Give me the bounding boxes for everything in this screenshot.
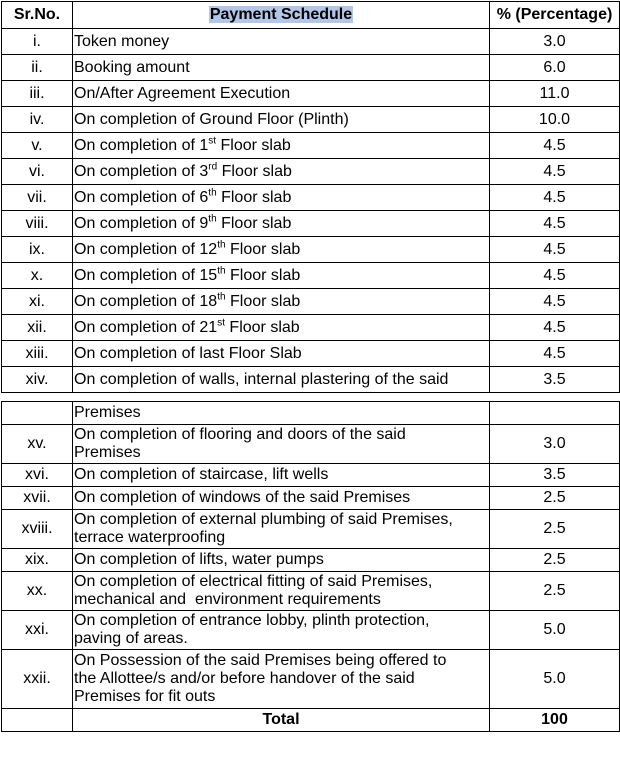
total-label: Total [73,709,490,732]
ordinal-suffix: th [217,265,226,277]
percentage-cell: 2.5 [490,572,620,611]
description-cell: On completion of last Floor Slab [73,341,490,367]
description-cell: Booking amount [73,55,490,81]
percentage-cell: 6.0 [490,55,620,81]
description-text: On completion of 15 [74,266,218,284]
payment-schedule-table-part1 [1,1,620,393]
sr-cell: xviii. [2,510,73,549]
description-text: Floor slab [216,188,292,206]
table-row [2,572,620,611]
description-cell [73,650,490,709]
table-row [2,549,620,572]
description-text: On completion of 12 [74,240,218,258]
percentage-cell: 2.5 [490,510,620,549]
sr-cell: ii. [2,55,73,81]
description-line: Premises [74,444,141,461]
table-row [2,341,620,367]
description-cell [73,315,490,341]
header-payment-schedule [73,2,490,29]
sr-cell: xiv. [2,367,73,393]
table-row [2,159,620,185]
description-cell [73,425,490,464]
sr-cell: xxii. [2,650,73,709]
description-line: Premises for fit outs [74,688,216,705]
header-sr-no: Sr.No. [2,2,73,29]
table-row [2,315,620,341]
description-line: mechanical and environment requirements [74,591,381,608]
description-text: On completion of 9 [74,214,209,232]
percentage-cell: 10.0 [490,107,620,133]
ordinal-suffix: th [208,213,217,225]
header-percentage: % (Percentage) [490,2,620,29]
description-line: On completion of electrical fitting of said Premises, [74,573,433,590]
ordinal-suffix: st [217,317,225,329]
sr-cell: xv. [2,425,73,464]
table-row [2,107,620,133]
sr-cell: xiii. [2,341,73,367]
sr-cell: viii. [2,211,73,237]
description-cell: On completion of Ground Floor (Plinth) [73,107,490,133]
percentage-cell: 4.5 [490,211,620,237]
description-text: Floor slab [225,266,301,284]
description-text: Floor slab [217,162,292,180]
percentage-cell: 5.0 [490,650,620,709]
description-line: terrace waterproofing [74,529,226,546]
description-text: Floor slab [224,318,300,336]
sr-cell: vi. [2,159,73,185]
description-cell [73,159,490,185]
percentage-cell: 4.5 [490,289,620,315]
ordinal-suffix: th [208,187,217,199]
sr-cell: xii. [2,315,73,341]
sr-cell: xvii. [2,487,73,510]
table-row [2,263,620,289]
percentage-cell: 3.5 [490,464,620,487]
description-text: On completion of 3 [74,162,209,180]
description-text: On completion of 21 [74,318,218,336]
header-row [2,2,620,29]
table-row [2,367,620,393]
table-row [2,211,620,237]
percentage-cell: 4.5 [490,341,620,367]
percentage-cell: 4.5 [490,133,620,159]
table-row [2,650,620,709]
payment-schedule-table-part2 [1,401,620,732]
sr-cell: ix. [2,237,73,263]
description-line: On Possession of the said Premises being offered to [74,652,447,669]
description-cell [73,572,490,611]
description-cell [73,464,490,487]
sr-cell: x. [2,263,73,289]
description-line: On completion of staircase, lift wells [74,466,329,483]
description-line: On completion of entrance lobby, plinth protection, [74,612,430,629]
table-row [2,237,620,263]
table-row [2,464,620,487]
percentage-cell: 3.0 [490,29,620,55]
percentage-cell [490,402,620,425]
table-row [2,81,620,107]
description-cell [73,263,490,289]
total-row [2,709,620,732]
ordinal-suffix: rd [208,161,218,173]
total-value: 100 [490,709,620,732]
sr-cell: xix. [2,549,73,572]
ordinal-suffix: st [208,135,217,147]
description-line: On completion of windows of the said Premises [74,489,411,506]
sr-cell: xvi. [2,464,73,487]
description-cell [73,185,490,211]
description-text: Floor slab [225,240,301,258]
percentage-cell: 2.5 [490,487,620,510]
description-text: Floor slab [225,292,301,310]
sr-cell: vii. [2,185,73,211]
percentage-cell: 3.5 [490,367,620,393]
description-cell [73,133,490,159]
description-line: paving of areas. [74,630,188,647]
table-row [2,55,620,81]
description-text: On completion of 6 [74,188,209,206]
description-line: On completion of external plumbing of said Premises, [74,511,453,528]
header-payment-schedule-text: Payment Schedule [209,6,353,23]
description-cell [73,211,490,237]
table-row [2,185,620,211]
sr-cell: xi. [2,289,73,315]
sr-cell: v. [2,133,73,159]
percentage-cell: 4.5 [490,159,620,185]
table-row [2,133,620,159]
continuation-row [2,402,620,425]
description-cell [73,237,490,263]
percentage-cell: 4.5 [490,185,620,211]
description-text: Floor slab [216,136,291,154]
sr-cell: xxi. [2,611,73,650]
table-row [2,611,620,650]
description-cell: Premises [73,402,490,425]
description-cell: On completion of walls, internal plastering of the said [73,367,490,393]
description-cell: Token money [73,29,490,55]
description-text: On completion of 1 [74,136,209,154]
description-cell [73,289,490,315]
sr-cell: iii. [2,81,73,107]
sr-cell [2,402,73,425]
description-line: the Allottee/s and/or before handover of the said [74,670,415,687]
percentage-cell: 11.0 [490,81,620,107]
sr-cell: xx. [2,572,73,611]
percentage-cell: 2.5 [490,549,620,572]
percentage-cell: 4.5 [490,237,620,263]
description-cell [73,611,490,650]
percentage-cell: 4.5 [490,263,620,289]
ordinal-suffix: th [217,239,226,251]
description-cell: On/After Agreement Execution [73,81,490,107]
percentage-cell: 4.5 [490,315,620,341]
description-text: On completion of 18 [74,292,218,310]
description-text: Floor slab [216,214,292,232]
description-cell [73,549,490,572]
percentage-cell: 5.0 [490,611,620,650]
percentage-cell: 3.0 [490,425,620,464]
description-line: On completion of flooring and doors of the said [74,426,406,443]
table-row [2,487,620,510]
description-line: On completion of lifts, water pumps [74,551,324,568]
sr-cell: i. [2,29,73,55]
description-cell [73,510,490,549]
table-row [2,510,620,549]
sr-cell: iv. [2,107,73,133]
table-row [2,289,620,315]
description-cell [73,487,490,510]
table-row [2,29,620,55]
table-row [2,425,620,464]
sr-cell [2,709,73,732]
ordinal-suffix: th [217,291,226,303]
